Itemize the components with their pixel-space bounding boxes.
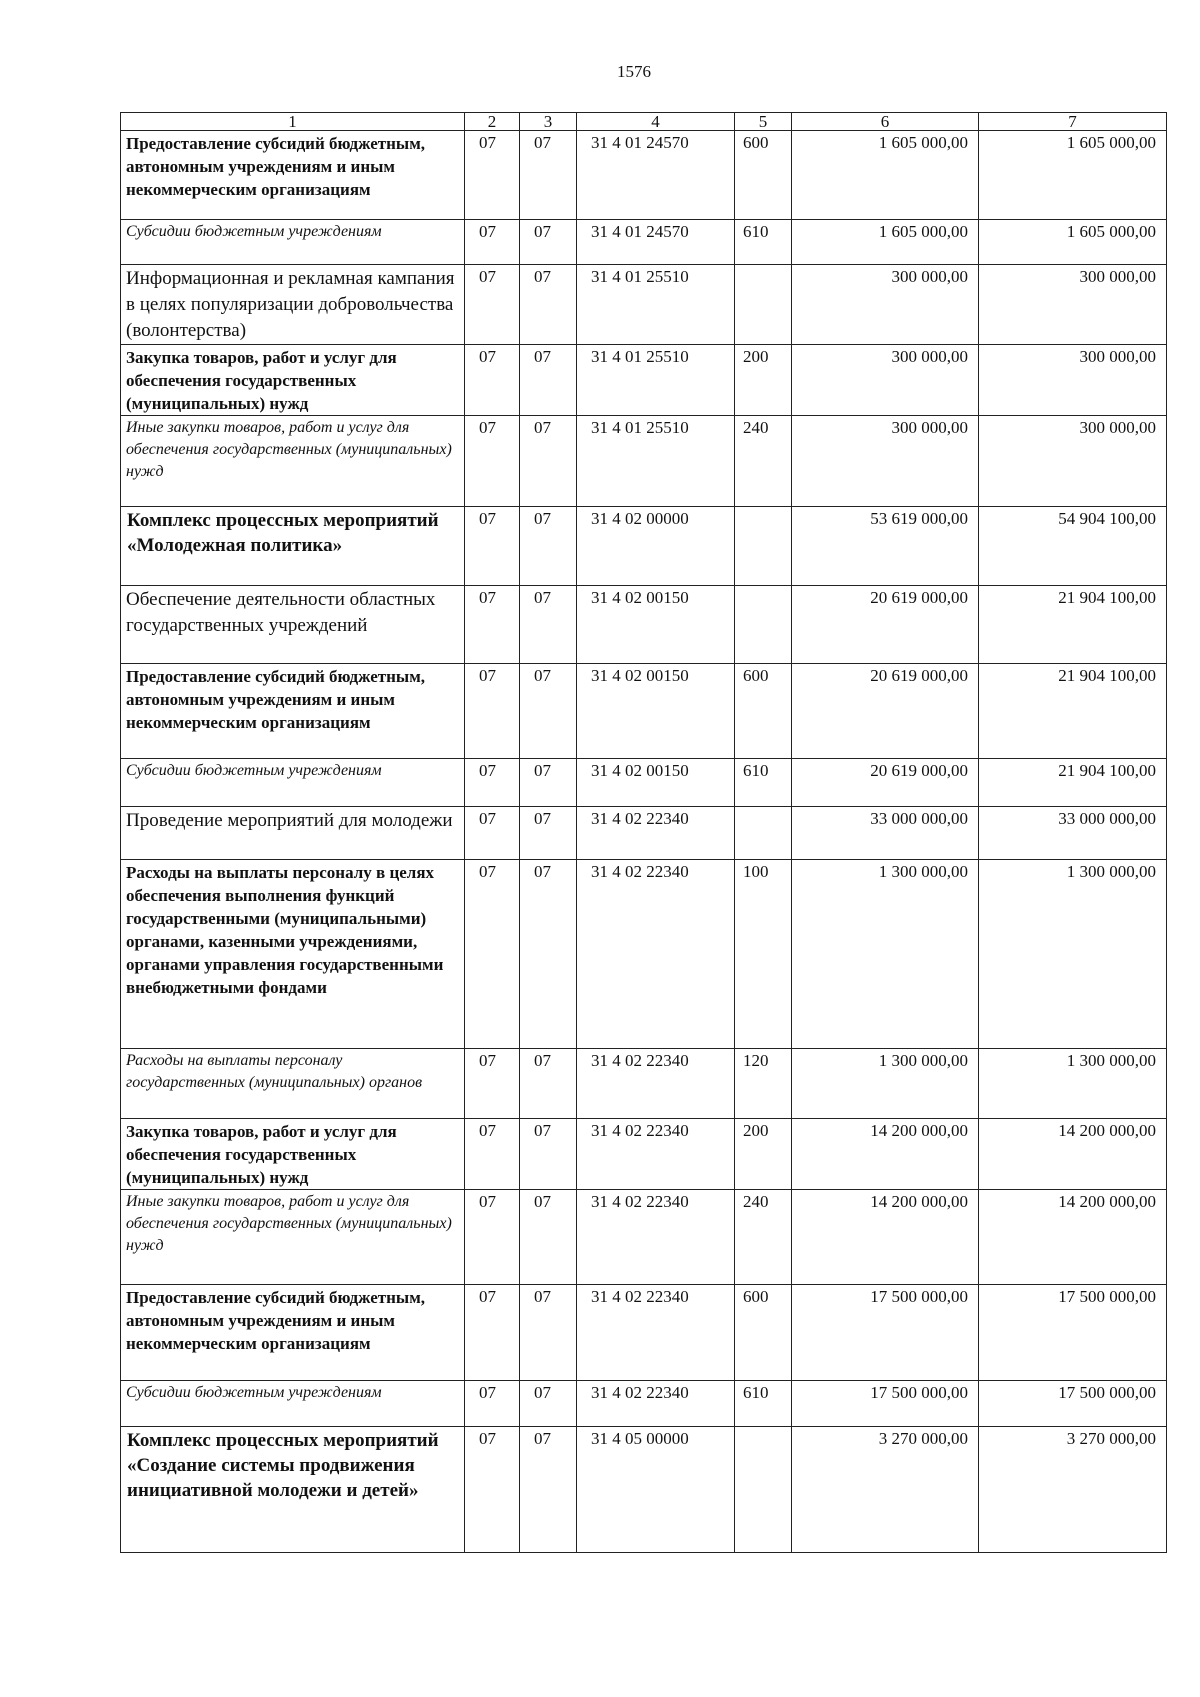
item-name-cell: Субсидии бюджетным учреждениям [121, 759, 465, 807]
subsection-code-cell: 07 [520, 131, 577, 220]
subsection-code-cell: 07 [520, 1427, 577, 1553]
amount-year1-cell: 300 000,00 [792, 265, 979, 345]
amount-year1-cell: 20 619 000,00 [792, 759, 979, 807]
column-number: 3 [520, 113, 577, 131]
expense-type-cell [735, 265, 792, 345]
table-row [121, 1427, 1167, 1553]
expense-type-cell: 600 [735, 664, 792, 759]
item-name-cell: Закупка товаров, работ и услуг для обеспечения государственных (муниципальных) нужд [121, 345, 465, 416]
target-article-cell: 31 4 02 00150 [577, 586, 735, 664]
expense-type-cell: 120 [735, 1049, 792, 1119]
amount-year2-cell: 21 904 100,00 [979, 586, 1167, 664]
section-code-cell: 07 [465, 416, 520, 507]
amount-year1-cell: 1 300 000,00 [792, 1049, 979, 1119]
amount-year2-cell: 300 000,00 [979, 416, 1167, 507]
page-number: 1576 [617, 62, 651, 81]
table-row [121, 416, 1167, 507]
column-number: 2 [465, 113, 520, 131]
amount-year1-cell: 1 605 000,00 [792, 131, 979, 220]
amount-year2-cell: 17 500 000,00 [979, 1285, 1167, 1381]
subsection-code-cell: 07 [520, 1119, 577, 1190]
target-article-cell: 31 4 02 00150 [577, 759, 735, 807]
section-code-cell: 07 [465, 586, 520, 664]
amount-year1-cell: 14 200 000,00 [792, 1190, 979, 1285]
expense-type-cell [735, 507, 792, 586]
item-name-cell: Иные закупки товаров, работ и услуг для обеспечения государственных (муниципальных) нужд [121, 1190, 465, 1285]
amount-year1-cell: 20 619 000,00 [792, 586, 979, 664]
item-name-cell: Субсидии бюджетным учреждениям [121, 1381, 465, 1427]
amount-year1-cell: 3 270 000,00 [792, 1427, 979, 1553]
amount-year1-cell: 300 000,00 [792, 345, 979, 416]
column-number: 6 [792, 113, 979, 131]
section-code-cell: 07 [465, 507, 520, 586]
subsection-code-cell: 07 [520, 860, 577, 1049]
target-article-cell: 31 4 01 25510 [577, 265, 735, 345]
section-code-cell: 07 [465, 759, 520, 807]
amount-year2-cell: 1 605 000,00 [979, 220, 1167, 265]
subsection-code-cell: 07 [520, 1381, 577, 1427]
target-article-cell: 31 4 01 24570 [577, 131, 735, 220]
amount-year2-cell: 300 000,00 [979, 265, 1167, 345]
section-code-cell: 07 [465, 860, 520, 1049]
item-name-cell: Предоставление субсидий бюджетным, автономным учреждениям и иным некоммерческим организациям [121, 131, 465, 220]
table-row [121, 1285, 1167, 1381]
table-row [121, 586, 1167, 664]
expense-type-cell: 100 [735, 860, 792, 1049]
section-code-cell: 07 [465, 265, 520, 345]
amount-year1-cell: 17 500 000,00 [792, 1285, 979, 1381]
target-article-cell: 31 4 02 22340 [577, 1285, 735, 1381]
table-row [121, 1049, 1167, 1119]
amount-year1-cell: 1 605 000,00 [792, 220, 979, 265]
subsection-code-cell: 07 [520, 220, 577, 265]
section-code-cell: 07 [465, 1119, 520, 1190]
amount-year2-cell: 17 500 000,00 [979, 1381, 1167, 1427]
amount-year1-cell: 14 200 000,00 [792, 1119, 979, 1190]
subsection-code-cell: 07 [520, 507, 577, 586]
target-article-cell: 31 4 02 00150 [577, 664, 735, 759]
item-name-cell: Иные закупки товаров, работ и услуг для обеспечения государственных (муниципальных) нужд [121, 416, 465, 507]
target-article-cell: 31 4 01 25510 [577, 416, 735, 507]
amount-year2-cell: 1 300 000,00 [979, 860, 1167, 1049]
table-row [121, 1190, 1167, 1285]
target-article-cell: 31 4 02 22340 [577, 860, 735, 1049]
section-code-cell: 07 [465, 1190, 520, 1285]
column-number: 7 [979, 113, 1167, 131]
column-number: 5 [735, 113, 792, 131]
item-name-cell: Закупка товаров, работ и услуг для обеспечения государственных (муниципальных) нужд [121, 1119, 465, 1190]
expense-type-cell: 240 [735, 416, 792, 507]
amount-year2-cell: 1 605 000,00 [979, 131, 1167, 220]
amount-year2-cell: 21 904 100,00 [979, 664, 1167, 759]
table-row [121, 265, 1167, 345]
table-row [121, 664, 1167, 759]
expense-type-cell [735, 807, 792, 860]
expense-type-cell: 600 [735, 131, 792, 220]
budget-table [120, 112, 1167, 1553]
subsection-code-cell: 07 [520, 586, 577, 664]
target-article-cell: 31 4 02 22340 [577, 807, 735, 860]
target-article-cell: 31 4 02 22340 [577, 1049, 735, 1119]
target-article-cell: 31 4 02 22340 [577, 1381, 735, 1427]
target-article-cell: 31 4 01 25510 [577, 345, 735, 416]
subsection-code-cell: 07 [520, 759, 577, 807]
subsection-code-cell: 07 [520, 1190, 577, 1285]
table-row [121, 345, 1167, 416]
table-body [121, 113, 1167, 1553]
target-article-cell: 31 4 02 22340 [577, 1190, 735, 1285]
expense-type-cell [735, 586, 792, 664]
amount-year2-cell: 14 200 000,00 [979, 1190, 1167, 1285]
column-number: 4 [577, 113, 735, 131]
table-row [121, 1119, 1167, 1190]
subsection-code-cell: 07 [520, 265, 577, 345]
subsection-code-cell: 07 [520, 1049, 577, 1119]
section-code-cell: 07 [465, 1427, 520, 1553]
expense-type-cell [735, 1427, 792, 1553]
expense-type-cell: 200 [735, 1119, 792, 1190]
target-article-cell: 31 4 02 00000 [577, 507, 735, 586]
section-code-cell: 07 [465, 1285, 520, 1381]
subsection-code-cell: 07 [520, 807, 577, 860]
expense-type-cell: 610 [735, 1381, 792, 1427]
expense-type-cell: 610 [735, 759, 792, 807]
item-name-cell: Информационная и рекламная кампания в целях популяризации добровольчества (волонтерства) [121, 265, 465, 345]
amount-year1-cell: 1 300 000,00 [792, 860, 979, 1049]
target-article-cell: 31 4 05 00000 [577, 1427, 735, 1553]
amount-year1-cell: 33 000 000,00 [792, 807, 979, 860]
amount-year2-cell: 21 904 100,00 [979, 759, 1167, 807]
section-code-cell: 07 [465, 807, 520, 860]
table-row [121, 860, 1167, 1049]
item-name-cell: Проведение мероприятий для молодежи [121, 807, 465, 860]
item-name-cell: Обеспечение деятельности областных государственных учреждений [121, 586, 465, 664]
amount-year2-cell: 33 000 000,00 [979, 807, 1167, 860]
table-row [121, 1381, 1167, 1427]
expense-type-cell: 200 [735, 345, 792, 416]
section-code-cell: 07 [465, 1049, 520, 1119]
amount-year1-cell: 53 619 000,00 [792, 507, 979, 586]
subsection-code-cell: 07 [520, 664, 577, 759]
subsection-code-cell: 07 [520, 345, 577, 416]
amount-year2-cell: 3 270 000,00 [979, 1427, 1167, 1553]
table-row [121, 131, 1167, 220]
subsection-code-cell: 07 [520, 1285, 577, 1381]
column-number-row [121, 113, 1167, 131]
item-name-cell: Предоставление субсидий бюджетным, автономным учреждениям и иным некоммерческим организациям [121, 664, 465, 759]
target-article-cell: 31 4 01 24570 [577, 220, 735, 265]
section-code-cell: 07 [465, 345, 520, 416]
item-name-cell: Расходы на выплаты персоналу в целях обеспечения выполнения функций государственными (муниципальными) органами, казенными учреждениями, органами управления государственными внебюджетными фондами [121, 860, 465, 1049]
section-code-cell: 07 [465, 664, 520, 759]
amount-year2-cell: 54 904 100,00 [979, 507, 1167, 586]
column-number: 1 [121, 113, 465, 131]
expense-type-cell: 240 [735, 1190, 792, 1285]
item-name-cell: Комплекс процессных мероприятий «Молодежная политика» [121, 507, 465, 586]
section-code-cell: 07 [465, 220, 520, 265]
subsection-code-cell: 07 [520, 416, 577, 507]
table-row [121, 807, 1167, 860]
item-name-cell: Расходы на выплаты персоналу государственных (муниципальных) органов [121, 1049, 465, 1119]
amount-year1-cell: 300 000,00 [792, 416, 979, 507]
amount-year1-cell: 20 619 000,00 [792, 664, 979, 759]
item-name-cell: Субсидии бюджетным учреждениям [121, 220, 465, 265]
table-row [121, 220, 1167, 265]
amount-year2-cell: 300 000,00 [979, 345, 1167, 416]
table-row [121, 507, 1167, 586]
expense-type-cell: 610 [735, 220, 792, 265]
item-name-cell: Комплекс процессных мероприятий «Создание системы продвижения инициативной молодежи и детей» [121, 1427, 465, 1553]
expense-type-cell: 600 [735, 1285, 792, 1381]
item-name-cell: Предоставление субсидий бюджетным, автономным учреждениям и иным некоммерческим организациям [121, 1285, 465, 1381]
amount-year2-cell: 14 200 000,00 [979, 1119, 1167, 1190]
amount-year2-cell: 1 300 000,00 [979, 1049, 1167, 1119]
target-article-cell: 31 4 02 22340 [577, 1119, 735, 1190]
amount-year1-cell: 17 500 000,00 [792, 1381, 979, 1427]
section-code-cell: 07 [465, 1381, 520, 1427]
section-code-cell: 07 [465, 131, 520, 220]
table-row [121, 759, 1167, 807]
